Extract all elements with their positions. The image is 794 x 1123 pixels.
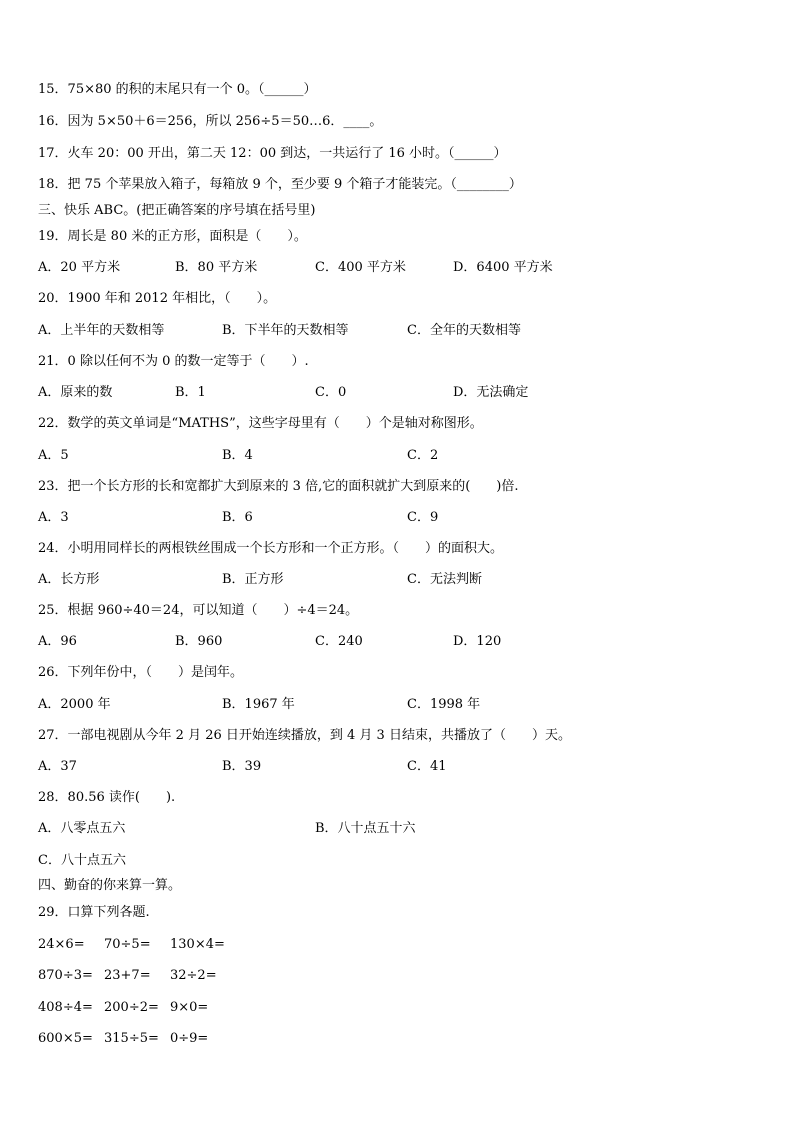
q26-option-b: B．1967 年	[222, 697, 295, 712]
section-4-heading: 四、勤奋的你来算一算。	[38, 878, 182, 893]
q20-option-b: B．下半年的天数相等	[222, 323, 349, 338]
q28-option-b: B．八十点五十六	[315, 821, 416, 836]
question-29: 29．口算下列各题.	[38, 905, 150, 920]
q19-option-c: C．400 平方米	[315, 260, 406, 275]
calc-item: 32÷2=	[170, 968, 217, 983]
q26-option-a: A．2000 年	[38, 697, 111, 712]
q21-option-c: C．0	[315, 385, 347, 400]
q19-option-b: B．80 平方米	[175, 260, 258, 275]
calc-item: 408÷4=	[38, 1000, 93, 1015]
q21-option-b: B．1	[175, 385, 206, 400]
calc-item: 23+7=	[104, 968, 151, 983]
q23-option-a: A．3	[38, 510, 69, 525]
calc-item: 870÷3=	[38, 968, 93, 983]
calc-item: 24×6=	[38, 937, 85, 952]
q23-option-b: B．6	[222, 510, 253, 525]
q20-option-a: A．上半年的天数相等	[38, 323, 165, 338]
question-28: 28．80.56 读作( ).	[38, 790, 176, 805]
q22-option-a: A．5	[38, 448, 69, 463]
question-20: 20．1900 年和 2012 年相比，（ ）。	[38, 291, 277, 306]
question-23: 23．把一个长方形的长和宽都扩大到原来的 3 倍,它的面积就扩大到原来的( )倍.	[38, 479, 519, 494]
calc-item: 130×4=	[170, 937, 225, 952]
question-17: 17．火车 20：00 开出，第二天 12：00 到达，一共运行了 16 小时。（______）	[38, 146, 507, 161]
q25-option-d: D．120	[453, 634, 502, 649]
question-27: 27．一部电视剧从今年 2 月 26 日开始连续播放，到 4 月 3 日结束，共播放了（ ）天。	[38, 728, 571, 743]
q25-option-b: B．960	[175, 634, 223, 649]
question-16: 16．因为 5×50＋6＝256，所以 256÷5＝50…6．____。	[38, 114, 383, 129]
section-3-heading: 三、快乐 ABC。(把正确答案的序号填在括号里)	[38, 203, 316, 218]
q21-option-d: D．无法确定	[453, 385, 529, 400]
question-22: 22．数学的英文单词是“MATHS”，这些字母里有（ ）个是轴对称图形。	[38, 416, 483, 431]
q22-option-b: B．4	[222, 448, 253, 463]
question-19: 19．周长是 80 米的正方形，面积是（ ）。	[38, 229, 307, 244]
question-15: 15．75×80 的积的末尾只有一个 0。（______）	[38, 82, 317, 97]
calc-item: 315÷5=	[104, 1031, 159, 1046]
q21-option-a: A．原来的数	[38, 385, 113, 400]
question-21: 21．0 除以任何不为 0 的数一定等于（ ）.	[38, 354, 309, 369]
calc-item: 9×0=	[170, 1000, 209, 1015]
q19-option-d: D．6400 平方米	[453, 260, 553, 275]
question-26: 26．下列年份中，（ ）是闰年。	[38, 665, 244, 680]
q19-option-a: A．20 平方米	[38, 260, 121, 275]
q27-option-c: C．41	[407, 759, 447, 774]
question-25: 25．根据 960÷40＝24，可以知道（ ）÷4＝24。	[38, 603, 359, 618]
q26-option-c: C．1998 年	[407, 697, 481, 712]
q25-option-c: C．240	[315, 634, 363, 649]
q22-option-c: C．2	[407, 448, 439, 463]
q27-option-a: A．37	[38, 759, 77, 774]
q24-option-a: A．长方形	[38, 572, 100, 587]
question-24: 24．小明用同样长的两根铁丝围成一个长方形和一个正方形。（ ）的面积大。	[38, 541, 504, 556]
calc-item: 200÷2=	[104, 1000, 159, 1015]
calc-item: 0÷9=	[170, 1031, 209, 1046]
q23-option-c: C．9	[407, 510, 439, 525]
calc-item: 600×5=	[38, 1031, 93, 1046]
q24-option-c: C．无法判断	[407, 572, 482, 587]
q20-option-c: C．全年的天数相等	[407, 323, 521, 338]
q27-option-b: B．39	[222, 759, 262, 774]
q28-option-a: A．八零点五六	[38, 821, 126, 836]
q25-option-a: A．96	[38, 634, 77, 649]
calc-item: 70÷5=	[104, 937, 151, 952]
q28-option-c: C．八十点五六	[38, 853, 126, 868]
question-18: 18．把 75 个苹果放入箱子，每箱放 9 个，至少要 9 个箱子才能装完。（________）	[38, 177, 522, 192]
q24-option-b: B．正方形	[222, 572, 284, 587]
